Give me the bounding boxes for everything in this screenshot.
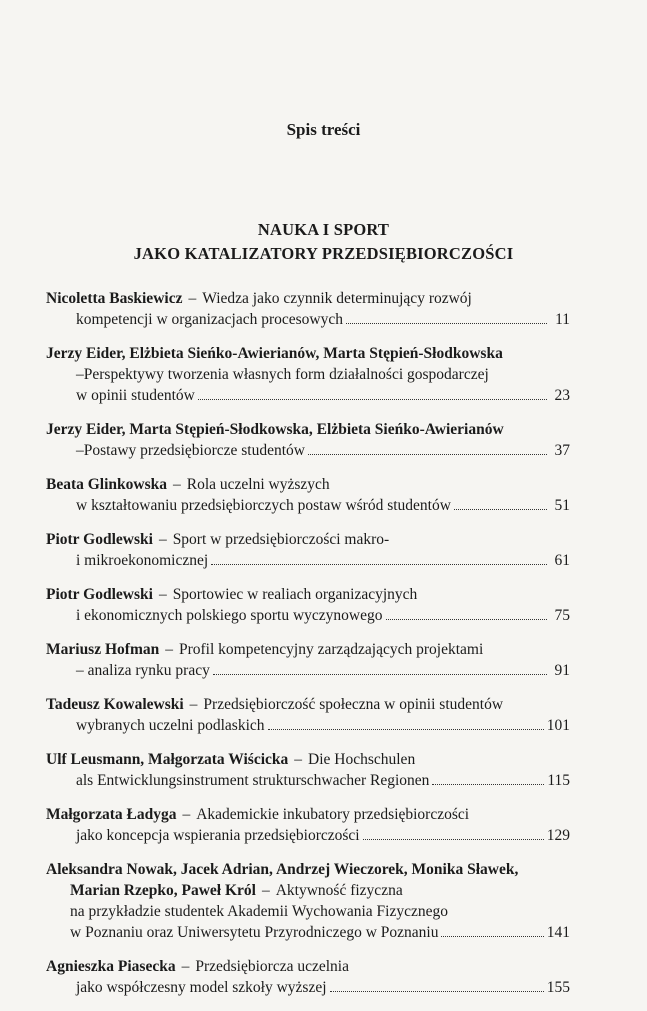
entry-title-line bbox=[46, 977, 570, 998]
entry-author-line bbox=[46, 474, 570, 495]
entry-dash: – bbox=[158, 531, 167, 548]
entry-title-text: i mikroekonomicznej bbox=[76, 552, 209, 569]
section-heading-line1: NAUKA I SPORT bbox=[257, 220, 390, 239]
dot-leader bbox=[198, 391, 547, 400]
entry-title-line bbox=[46, 440, 570, 461]
entry-author-line bbox=[46, 419, 570, 440]
section-heading bbox=[0, 218, 647, 266]
entry-page-number: 91 bbox=[554, 662, 570, 679]
entry-title-line bbox=[46, 825, 570, 846]
entry-author-line-2 bbox=[46, 880, 570, 901]
entry-dash: – bbox=[189, 696, 198, 713]
entry-dash: – bbox=[76, 366, 84, 383]
entry-title-text: Perspektywy tworzenia własnych form działalności gospodarczej bbox=[83, 366, 489, 383]
entry-author-line bbox=[46, 584, 570, 605]
entry-dash: – bbox=[294, 751, 303, 768]
dot-leader bbox=[213, 666, 547, 675]
entry-authors: Nicoletta Baskiewicz bbox=[46, 290, 183, 307]
toc-entry bbox=[46, 859, 570, 943]
entry-authors: Małgorzata Ładyga bbox=[46, 806, 177, 823]
entry-dash: – bbox=[165, 641, 173, 658]
toc-title: Spis treści bbox=[286, 120, 361, 139]
entry-title-text: wybranych uczelni podlaskich bbox=[76, 717, 265, 734]
entry-title-line bbox=[46, 364, 570, 385]
entry-title-text: als Entwicklungsinstrument strukturschwacher Regionen bbox=[76, 772, 430, 789]
entry-title-line bbox=[46, 922, 570, 943]
entry-title-first: Rola uczelni wyższych bbox=[186, 476, 330, 493]
entry-author-line bbox=[46, 749, 570, 770]
entry-page-number: 37 bbox=[554, 442, 570, 459]
entry-authors-cont: Marian Rzepko, Paweł Król bbox=[70, 882, 256, 899]
entry-page-number: 51 bbox=[554, 497, 570, 514]
dot-leader bbox=[268, 721, 544, 730]
toc-entry bbox=[46, 288, 570, 330]
toc-entry bbox=[46, 956, 570, 998]
entry-authors: Piotr Godlewski bbox=[46, 586, 153, 603]
toc-entry bbox=[46, 694, 570, 736]
entry-page-number: 75 bbox=[554, 607, 570, 624]
entry-title-first: Profil kompetencyjny zarządzających projektami bbox=[178, 641, 484, 658]
entry-title-line bbox=[46, 901, 570, 922]
entry-title-first: Die Hochschulen bbox=[308, 751, 416, 768]
entry-author-line bbox=[46, 343, 570, 364]
toc-entry bbox=[46, 749, 570, 791]
dot-leader bbox=[441, 928, 543, 937]
entry-author-line bbox=[46, 288, 570, 309]
entry-title-text: – analiza rynku pracy bbox=[76, 662, 210, 679]
entry-author-line bbox=[46, 859, 570, 880]
entry-page-number: 61 bbox=[554, 552, 570, 569]
entry-dash: – bbox=[76, 442, 84, 459]
toc-entry bbox=[46, 804, 570, 846]
dot-leader bbox=[363, 831, 544, 840]
entry-dash: – bbox=[182, 806, 191, 823]
dot-leader bbox=[432, 776, 544, 785]
entry-title-line bbox=[46, 715, 570, 736]
dot-leader bbox=[386, 611, 548, 620]
entry-authors: Jerzy Eider, Elżbieta Sieńko-Awierianów, Marta Stępień-Słodkowska bbox=[46, 345, 503, 362]
entry-title-line bbox=[46, 385, 570, 406]
entry-author-line bbox=[46, 804, 570, 825]
entry-title-line bbox=[46, 605, 570, 626]
entry-title-line bbox=[46, 660, 570, 681]
entry-title-first: Sportowiec w realiach organizacyjnych bbox=[172, 586, 418, 603]
toc-entry bbox=[46, 529, 570, 571]
entry-title-first: Sport w przedsiębiorczości makro- bbox=[172, 531, 390, 548]
entry-authors: Agnieszka Piasecka bbox=[46, 958, 176, 975]
entry-authors: Beata Glinkowska bbox=[46, 476, 168, 493]
entry-title-first: Przedsiębiorczość społeczna w opinii studentów bbox=[203, 696, 504, 713]
entry-title-text: kompetencji w organizacjach procesowych bbox=[76, 311, 343, 328]
entry-authors: Ulf Leusmann, Małgorzata Wiścicka bbox=[46, 751, 289, 768]
entry-title-first: Przedsiębiorcza uczelnia bbox=[195, 958, 349, 975]
entry-author-line bbox=[46, 694, 570, 715]
entry-title-text: w kształtowaniu przedsiębiorczych postaw wśród studentów bbox=[76, 497, 451, 514]
entry-title-text: w Poznaniu oraz Uniwersytetu Przyrodniczego w Poznaniu bbox=[70, 924, 439, 941]
entry-dash: – bbox=[261, 882, 270, 899]
dot-leader bbox=[308, 446, 547, 455]
entry-page-number: 141 bbox=[546, 924, 570, 941]
entry-title-text: Postawy przedsiębiorcze studentów bbox=[83, 442, 305, 459]
entry-page-number: 115 bbox=[547, 772, 570, 789]
entry-authors: Aleksandra Nowak, Jacek Adrian, Andrzej Wieczorek, Monika Sławek, bbox=[46, 861, 519, 878]
toc-entries bbox=[46, 288, 570, 1011]
entry-title-line bbox=[46, 770, 570, 791]
section-heading-line2: JAKO KATALIZATORY PRZEDSIĘBIORCZOŚCI bbox=[133, 244, 514, 263]
entry-title-first: Akademickie inkubatory przedsiębiorczości bbox=[196, 806, 470, 823]
dot-leader bbox=[330, 983, 544, 992]
entry-authors: Mariusz Hofman bbox=[46, 641, 160, 658]
entry-title-first: Wiedza jako czynnik determinujący rozwój bbox=[202, 290, 472, 307]
entry-title-text: w opinii studentów bbox=[76, 387, 195, 404]
entry-author-line bbox=[46, 529, 570, 550]
entry-dash: – bbox=[181, 958, 190, 975]
entry-title-text: na przykładzie studentek Akademii Wychowania Fizycznego bbox=[70, 903, 448, 920]
entry-authors: Piotr Godlewski bbox=[46, 531, 153, 548]
entry-page-number: 155 bbox=[546, 979, 570, 996]
toc-entry bbox=[46, 419, 570, 461]
dot-leader bbox=[454, 501, 547, 510]
entry-title-first: Aktywność fizyczna bbox=[275, 882, 403, 899]
entry-author-line bbox=[46, 639, 570, 660]
entry-page-number: 23 bbox=[554, 387, 570, 404]
entry-page-number: 11 bbox=[555, 311, 570, 328]
entry-authors: Tadeusz Kowalewski bbox=[46, 696, 184, 713]
entry-title-line bbox=[46, 309, 570, 330]
entry-dash: – bbox=[188, 290, 197, 307]
entry-author-line bbox=[46, 956, 570, 977]
toc-entry bbox=[46, 343, 570, 406]
toc-entry bbox=[46, 639, 570, 681]
dot-leader bbox=[346, 315, 547, 324]
entry-title-text: jako koncepcja wspierania przedsiębiorczości bbox=[76, 827, 360, 844]
entry-title-line bbox=[46, 495, 570, 516]
entry-dash: – bbox=[158, 586, 167, 603]
entry-title-text: i ekonomicznych polskiego sportu wyczynowego bbox=[76, 607, 383, 624]
entry-title-text: jako współczesny model szkoły wyższej bbox=[76, 979, 327, 996]
entry-title-line bbox=[46, 550, 570, 571]
toc-entry bbox=[46, 474, 570, 516]
entry-page-number: 129 bbox=[546, 827, 570, 844]
entry-dash: – bbox=[173, 476, 181, 493]
entry-page-number: 101 bbox=[546, 717, 570, 734]
entry-authors: Jerzy Eider, Marta Stępień-Słodkowska, Elżbieta Sieńko-Awierianów bbox=[46, 421, 504, 438]
toc-entry bbox=[46, 584, 570, 626]
dot-leader bbox=[211, 556, 547, 565]
